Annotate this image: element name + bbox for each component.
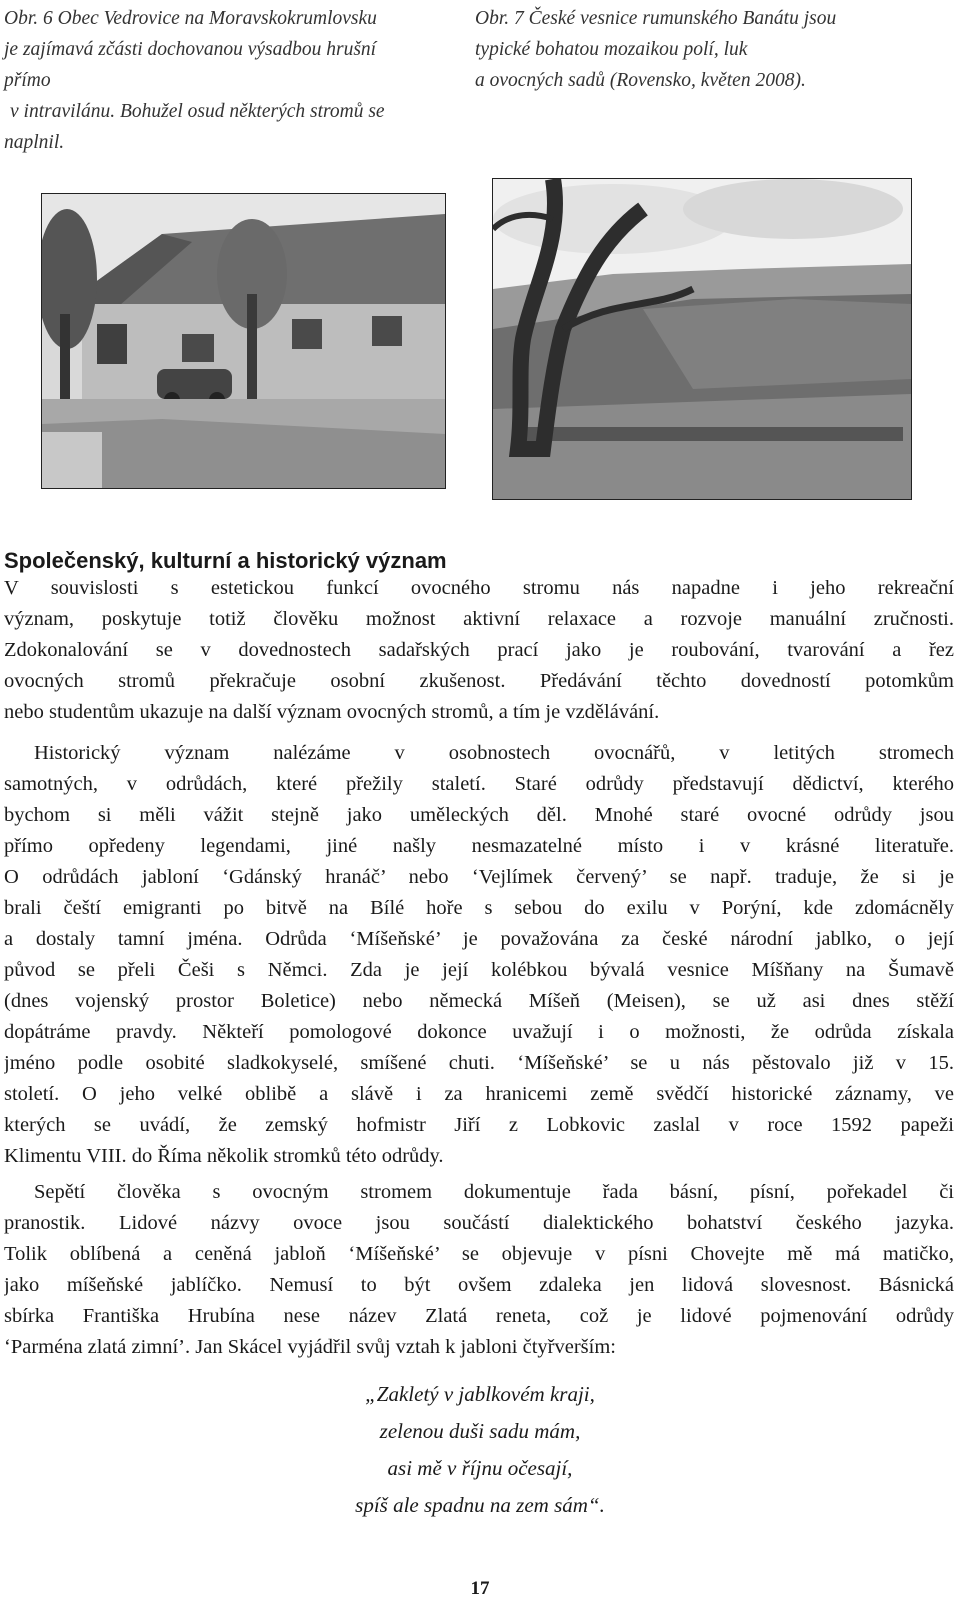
text-line: (dnes vojenský prostor Boletice) nebo německá Míšeň (Meisen), se už asi dnes stěží <box>4 990 954 1012</box>
caption-line: Obr. 7 České vesnice rumunského Banátu jsou <box>475 8 837 29</box>
caption-line: přímo <box>4 70 51 91</box>
text-line: Klimentu VIII. do Říma několik stromků této odrůdy. <box>4 1145 444 1167</box>
text-line: dopátráme pravdy. Někteří pomologové dokonce uvažují i o možnosti, že odrůda získala <box>4 1021 954 1043</box>
text-line: kterých se uvádí, že zemský hofmistr Jiří z Lobkovic zaslal v roce 1592 papeži <box>4 1114 954 1136</box>
text-line: V souvislosti s estetickou funkcí ovocného stromu nás napadne i jeho rekreační <box>4 577 954 599</box>
banat-landscape-photo <box>492 178 912 500</box>
text-line: sbírka Františka Hrubína nese název Zlatá reneta, což je lidové pojmenování odrůdy <box>4 1305 954 1327</box>
figure-6-caption <box>4 3 454 158</box>
village-house-photo <box>41 193 446 489</box>
paragraph-folklore <box>4 1177 954 1363</box>
text-line: ovocných stromů překračuje osobní zkušenost. Předávání těchto dovedností potomkům <box>4 670 954 692</box>
caption-line: naplnil. <box>4 132 65 153</box>
section-heading: Společenský, kulturní a historický význam <box>4 548 447 573</box>
paragraph-recreational <box>4 573 954 728</box>
page-number: 17 <box>470 1578 490 1599</box>
poem-line: „Zakletý v jablkovém kraji, <box>365 1382 595 1406</box>
figure-7-caption <box>475 3 955 96</box>
caption-line: v intravilánu. Bohužel osud některých stromů se <box>10 101 385 122</box>
caption-line: typické bohatou mozaikou polí, luk <box>475 39 748 60</box>
text-line: O odrůdách jabloní ‘Gdánský hranáč’ nebo ‘Vejlímek červený’ se např. traduje, že si je <box>4 866 954 888</box>
poem-line: zelenou duši sadu mám, <box>379 1419 581 1443</box>
poem-line: asi mě v říjnu očesají, <box>387 1456 573 1480</box>
text-line: Zdokonalování se v dovednostech sadařských prací jako je roubování, tvarování a řez <box>4 639 954 661</box>
text-line: přímo opředeny legendami, jiné našly nesmazatelné místo i v krásné literatuře. <box>4 835 954 857</box>
text-line: pranostik. Lidové názvy ovoce jsou součástí dialektického bohatství českého jazyka. <box>4 1212 954 1234</box>
text-line: brali čeští emigranti po bitvě na Bílé hoře s sebou do exilu v Porýní, kde zdomácněly <box>4 897 954 919</box>
text-line: nebo studentům ukazuje na další význam ovocných stromů, a tím je vzdělávání. <box>4 701 660 723</box>
text-line: jméno podle osobité sladkokyselé, smíšené chuti. ‘Míšeňské’ se u nás pěstovalo již v 15. <box>4 1052 954 1074</box>
text-line: původ se přeli Češi s Němci. Zda je její kolébkou bývalá vesnice Míšňany na Šumavě <box>4 959 954 981</box>
paragraph-historical <box>4 738 954 1172</box>
text-line: století. O jeho velké oblibě a slávě i za hranicemi země svědčí historické záznamy, ve <box>4 1083 954 1105</box>
text-line: ‘Parména zlatá zimní’. Jan Skácel vyjádřil svůj vztah k jabloni čtyřverším: <box>4 1336 616 1358</box>
poem-quote <box>0 1376 960 1524</box>
text-line: Sepětí člověka s ovocným stromem dokumentuje řada básní, písní, pořekadel či <box>34 1181 954 1203</box>
text-line: bychom si měli vážit stejně jako uměleckých děl. Mnohé staré ovocné odrůdy jsou <box>4 804 954 826</box>
caption-line: je zajímavá zčásti dochovanou výsadbou hrušní <box>4 39 377 60</box>
text-line: a dostaly tamní jména. Odrůda ‘Míšeňské’ je považována za české národní jablko, o její <box>4 928 954 950</box>
poem-line: spíš ale spadnu na zem sám“. <box>355 1493 605 1517</box>
caption-line: Obr. 6 Obec Vedrovice na Moravskokrumlovsku <box>4 8 377 29</box>
text-line: samotných, v odrůdách, které přežily staletí. Staré odrůdy představují dědictví, kterého <box>4 773 954 795</box>
text-line: význam, poskytuje totiž člověku možnost aktivní relaxace a rozvoje manuální zručnosti. <box>4 608 954 630</box>
text-line: Historický význam nalézáme v osobnostech ovocnářů, v letitých stromech <box>34 742 954 764</box>
caption-line: a ovocných sadů (Rovensko, květen 2008). <box>475 70 806 91</box>
text-line: jako míšeňské jablíčko. Nemusí to být ovšem zdaleka jen lidová slovesnost. Básnická <box>4 1274 954 1296</box>
text-line: Tolik oblíbená a ceněná jabloň ‘Míšeňské’ se objevuje v písni Chovejte mě má matičko, <box>4 1243 954 1265</box>
